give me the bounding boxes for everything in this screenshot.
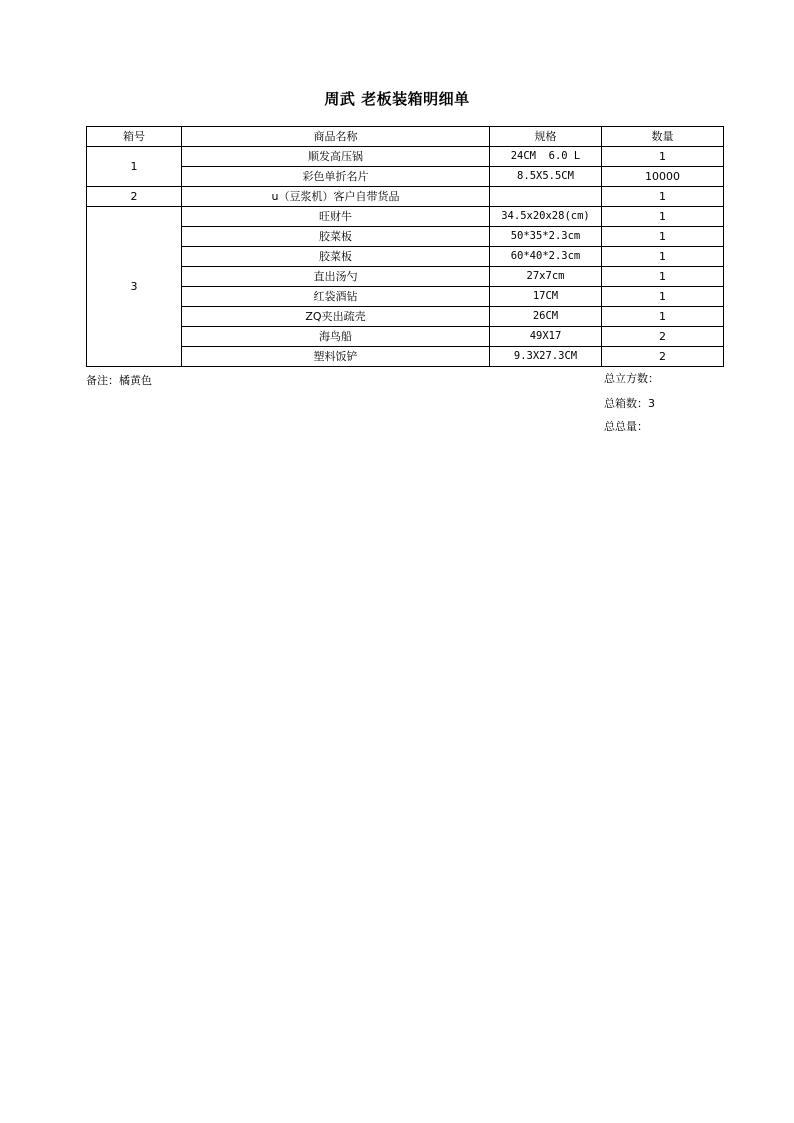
qty-cell: 1 bbox=[602, 207, 724, 227]
qty-cell: 2 bbox=[602, 327, 724, 347]
product-cell: 海鸟船 bbox=[182, 327, 490, 347]
spec-cell: 60*40*2.3cm bbox=[490, 247, 602, 267]
product-cell: ZQ夹出疏壳 bbox=[182, 307, 490, 327]
table-row bbox=[87, 187, 724, 207]
qty-cell: 1 bbox=[602, 227, 724, 247]
spec-cell bbox=[490, 187, 602, 207]
qty-cell: 1 bbox=[602, 187, 724, 207]
table-row bbox=[87, 167, 724, 187]
qty-cell: 2 bbox=[602, 347, 724, 367]
table-header-row bbox=[87, 127, 724, 147]
table-row bbox=[87, 207, 724, 227]
header-box-no: 箱号 bbox=[87, 127, 182, 147]
product-cell: 塑料饭铲 bbox=[182, 347, 490, 367]
product-cell: 直出汤勺 bbox=[182, 267, 490, 287]
table-row bbox=[87, 247, 724, 267]
qty-cell: 1 bbox=[602, 287, 724, 307]
qty-cell: 1 bbox=[602, 247, 724, 267]
box-number-cell: 3 bbox=[87, 207, 182, 367]
document-title: 周武 老板装箱明细单 bbox=[324, 90, 470, 108]
product-cell: u（豆浆机）客户自带货品 bbox=[182, 187, 490, 207]
packing-table bbox=[86, 126, 724, 367]
product-cell: 胶菜板 bbox=[182, 227, 490, 247]
spec-cell: 50*35*2.3cm bbox=[490, 227, 602, 247]
spec-cell: 27x7cm bbox=[490, 267, 602, 287]
header-spec: 规格 bbox=[490, 127, 602, 147]
spec-cell: 8.5X5.5CM bbox=[490, 167, 602, 187]
table-row bbox=[87, 287, 724, 307]
table-row bbox=[87, 227, 724, 247]
spec-cell: 49X17 bbox=[490, 327, 602, 347]
product-cell: 红袋酒钻 bbox=[182, 287, 490, 307]
product-cell: 旺财牛 bbox=[182, 207, 490, 227]
spec-cell: 17CM bbox=[490, 287, 602, 307]
qty-cell: 10000 bbox=[602, 167, 724, 187]
spec-cell: 9.3X27.3CM bbox=[490, 347, 602, 367]
product-cell: 顺发高压锅 bbox=[182, 147, 490, 167]
qty-cell: 1 bbox=[602, 307, 724, 327]
table-row bbox=[87, 267, 724, 287]
table-row bbox=[87, 327, 724, 347]
spec-cell: 26CM bbox=[490, 307, 602, 327]
header-qty: 数量 bbox=[602, 127, 724, 147]
spec-cell: 34.5x20x28(cm) bbox=[490, 207, 602, 227]
total-boxes-label: 总箱数：3 bbox=[604, 397, 655, 410]
table-row bbox=[87, 147, 724, 167]
table-row bbox=[87, 307, 724, 327]
product-cell: 彩色单折名片 bbox=[182, 167, 490, 187]
box-number-cell: 1 bbox=[87, 147, 182, 187]
product-cell: 胶菜板 bbox=[182, 247, 490, 267]
qty-cell: 1 bbox=[602, 267, 724, 287]
remark-note: 备注：橘黄色 bbox=[86, 374, 152, 387]
total-volume-label: 总立方数： bbox=[604, 372, 659, 385]
header-product: 商品名称 bbox=[182, 127, 490, 147]
box-number-cell: 2 bbox=[87, 187, 182, 207]
table-row bbox=[87, 347, 724, 367]
qty-cell: 1 bbox=[602, 147, 724, 167]
total-weight-label: 总总量： bbox=[604, 420, 648, 433]
spec-cell: 24CM 6.0 L bbox=[490, 147, 602, 167]
